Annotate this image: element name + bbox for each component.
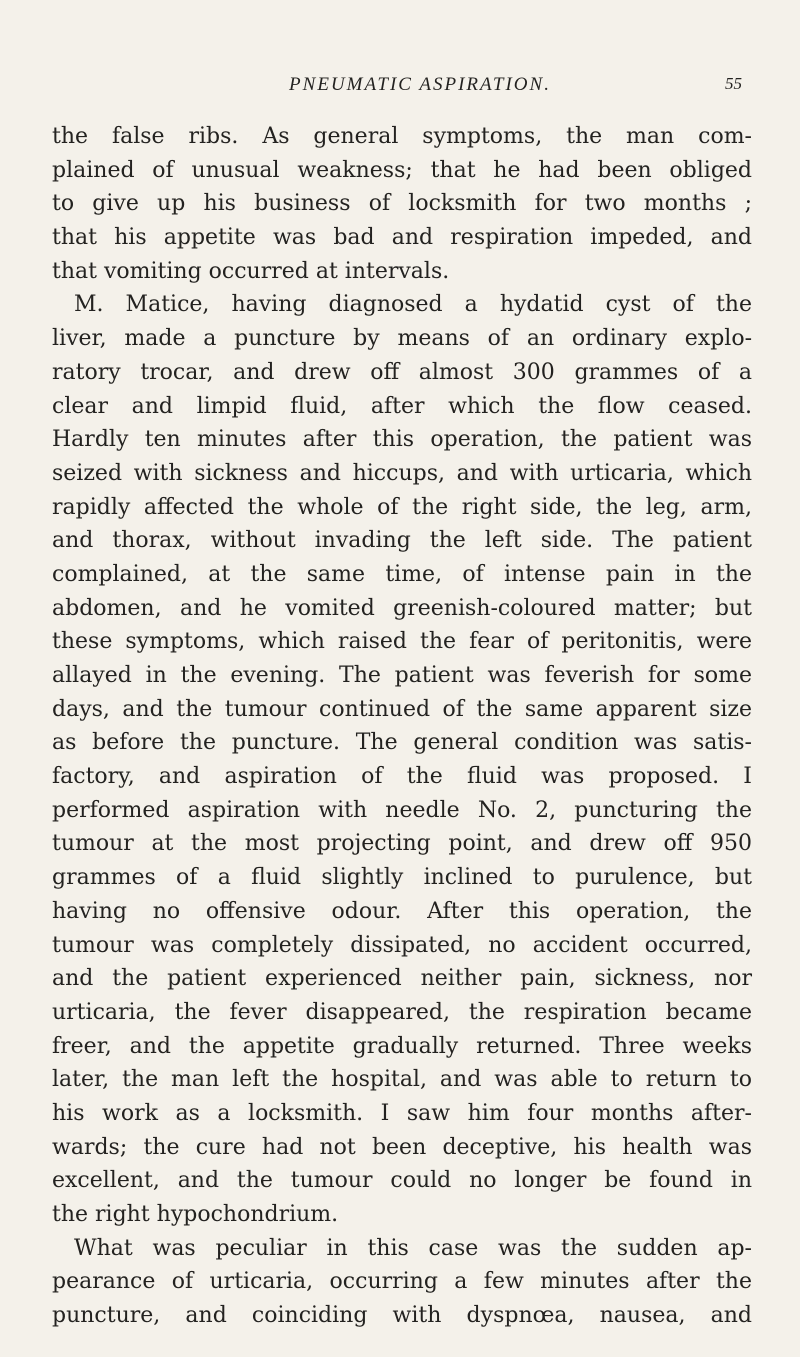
text-line: Hardly ten minutes after this operation, the patient was [52,427,752,453]
body-text [52,120,752,1333]
text-line: excellent, and the tumour could no longer be found in [52,1168,752,1194]
text-line: tumour was completely dissipated, no accident occurred, [52,932,752,958]
text-line: puncture, and coinciding with dyspnœa, nausea, and [52,1303,752,1329]
text-line: having no offensive odour. After this operation, the [52,898,752,924]
text-line: and thorax, without invading the left side. The patient [52,528,752,554]
text-line: ratory trocar, and drew off almost 300 grammes of a [52,359,752,385]
text-line: complained, at the same time, of intense pain in the [52,561,752,587]
text-line: to give up his business of locksmith for two months ; [52,191,752,217]
running-title: PNEUMATIC ASPIRATION. [289,74,551,95]
text-line: the right hypochondrium. [52,1202,339,1227]
page-number: 55 [725,74,742,93]
running-head [52,74,748,104]
text-line: his work as a locksmith. I saw him four months after- [52,1100,752,1126]
text-line: plained of unusual weakness; that he had been obliged [52,157,752,183]
text-line: tumour at the most projecting point, and drew off 950 [52,831,752,857]
text-line: these symptoms, which raised the fear of peritonitis, were [52,629,752,655]
text-line: factory, and aspiration of the fluid was proposed. I [52,764,752,790]
text-line: allayed in the evening. The patient was feverish for some [52,663,752,688]
text-line: M. Matice, having diagnosed a hydatid cyst of the [74,292,752,318]
text-line: rapidly affected the whole of the right side, the leg, arm, [52,494,752,520]
text-line: grammes of a fluid slightly inclined to purulence, but [52,865,752,891]
text-line: that vomiting occurred at intervals. [52,258,450,284]
text-line: clear and limpid fluid, after which the flow ceased. [52,393,752,419]
text-line: days, and the tumour continued of the same apparent size [52,696,752,722]
text-line: urticaria, the fever disappeared, the respiration became [52,999,752,1025]
text-line: seized with sickness and hiccups, and with urticaria, which [52,460,752,486]
text-line: liver, made a puncture by means of an ordinary explo- [52,326,752,352]
text-line: later, the man left the hospital, and was able to return to [52,1067,752,1093]
text-line: pearance of urticaria, occurring a few minutes after the [52,1269,752,1295]
text-line: that his appetite was bad and respiration impeded, and [52,225,752,251]
text-line: wards; the cure had not been deceptive, his health was [52,1134,752,1160]
text-line: and the patient experienced neither pain, sickness, nor [52,966,752,992]
text-line: the false ribs. As general symptoms, the man com- [52,124,752,149]
text-line: What was peculiar in this case was the sudden ap- [74,1235,752,1261]
text-line: performed aspiration with needle No. 2, puncturing the [52,797,752,823]
text-line: freer, and the appetite gradually returned. Three weeks [52,1033,752,1059]
text-line: as before the puncture. The general condition was satis- [52,730,752,756]
text-line: abdomen, and he vomited greenish-coloured matter; but [52,595,752,621]
